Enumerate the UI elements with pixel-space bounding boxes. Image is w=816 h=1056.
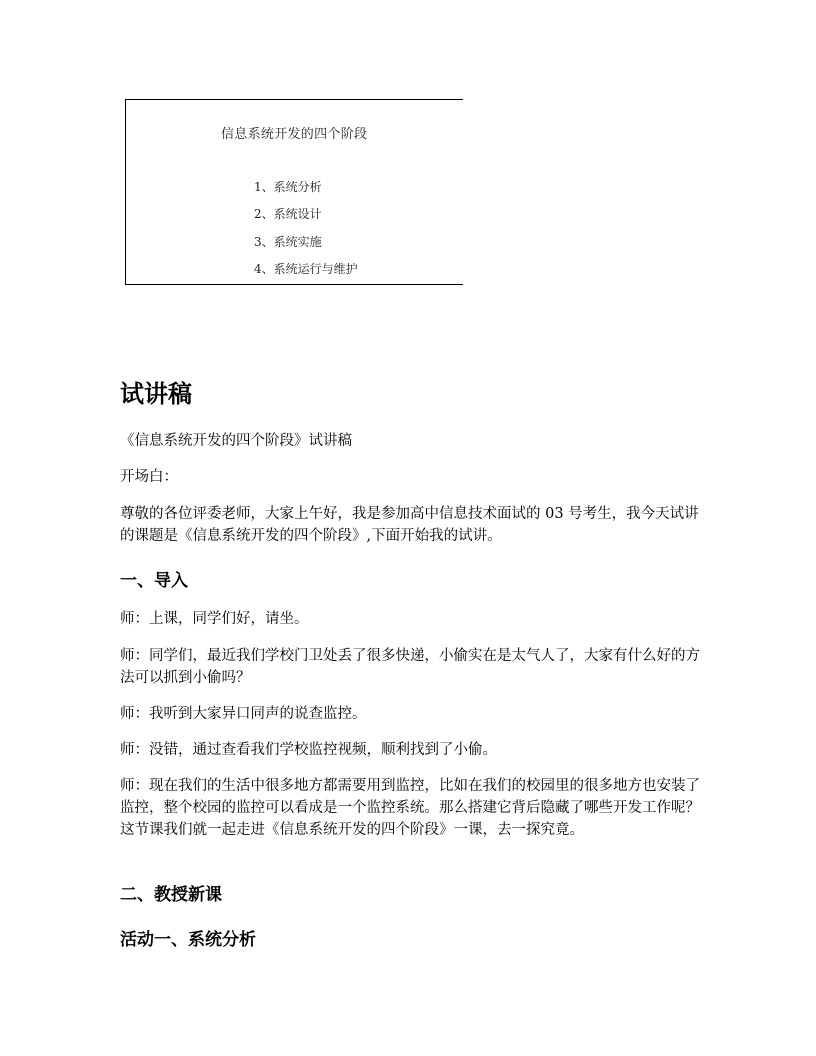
activity-heading: 活动一、系统分析 (120, 930, 256, 950)
paragraph-4: 师：没错，通过查看我们学校监控视频，顺利找到了小偷。 (120, 742, 497, 758)
board-item-4: 4、系统运行与维护 (254, 262, 358, 276)
section-heading-new-lesson: 二、教授新课 (120, 885, 222, 905)
board-title: 信息系统开发的四个阶段 (221, 127, 368, 142)
blackboard-design (125, 99, 463, 285)
paragraph-3: 师：我听到大家异口同声的说查监控。 (120, 706, 367, 722)
board-item-3: 3、系统实施 (254, 235, 322, 249)
document-heading: 试讲稿 (120, 380, 192, 408)
paragraph-2: 师：同学们，最近我们学校门卫处丢了很多快递，小偷实在是太气人了，大家有什么好的方法可以抓到小偷吗？ (120, 648, 700, 686)
document-subtitle: 《信息系统开发的四个阶段》试讲稿 (120, 433, 352, 449)
paragraph-5: 师：现在我们的生活中很多地方都需要用到监控，比如在我们的校园里的很多地方也安装了监控，整个校园的监控可以看成是一个监控系统。那么搭建它背后隐藏了哪些开发工作呢？这节课我们就一起走进《信息系统开发的四个阶段》一课，去一探究竟。 (120, 778, 700, 838)
board-item-2: 2、系统设计 (254, 207, 322, 221)
section-heading-intro: 一、导入 (120, 571, 188, 591)
opening-paragraph: 尊敬的各位评委老师，大家上午好，我是参加高中信息技术面试的 03 号考生，我今天试讲的课题是《信息系统开发的四个阶段》,下面开始我的试讲。 (120, 506, 699, 544)
board-item-1: 1、系统分析 (254, 180, 322, 194)
paragraph-1: 师：上课，同学们好，请坐。 (120, 611, 309, 627)
opening-label: 开场白： (120, 469, 178, 485)
